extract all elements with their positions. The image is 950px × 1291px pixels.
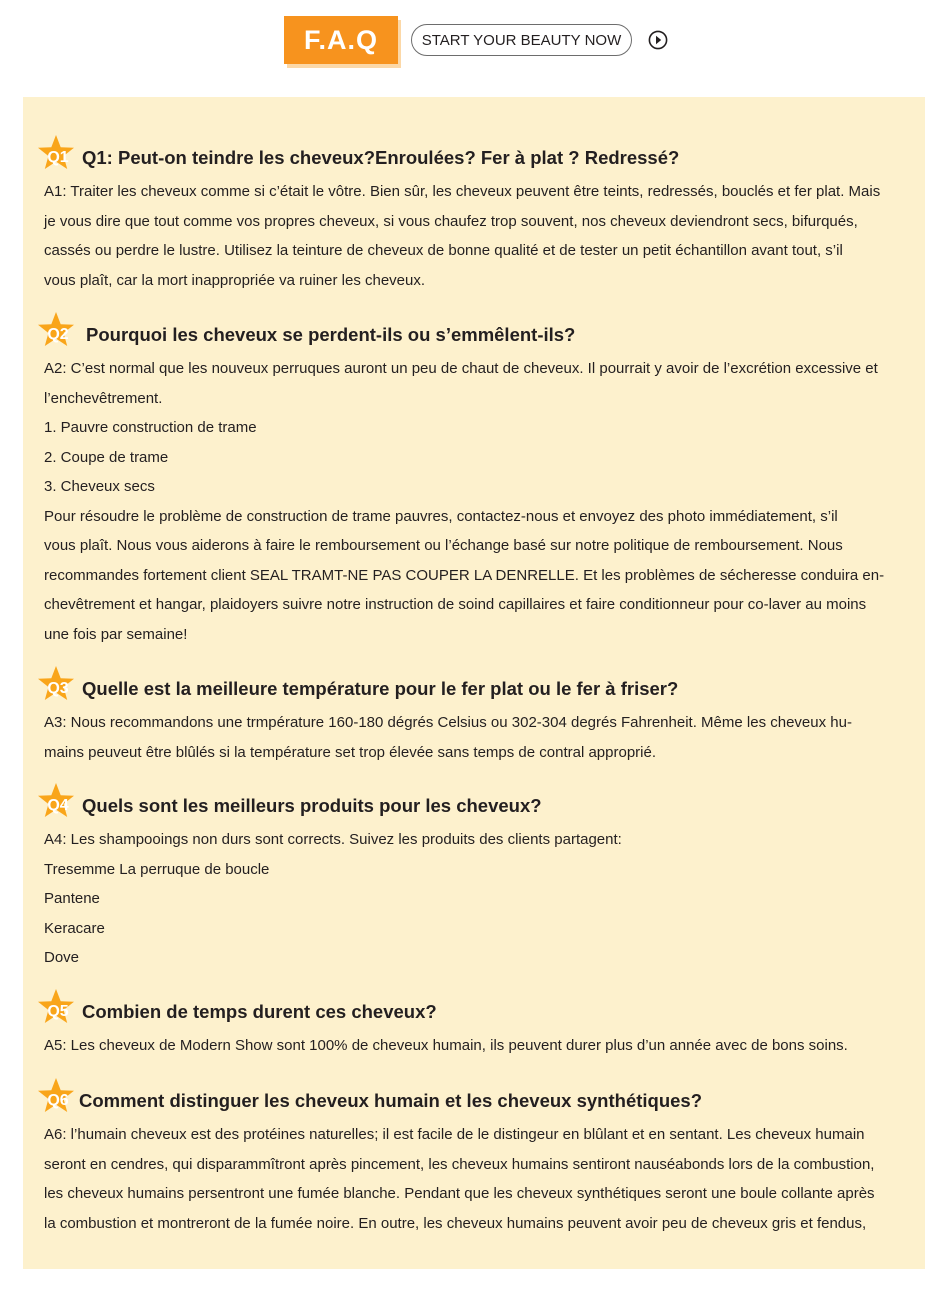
answer-line: chevêtrement et hangar, plaidoyers suivre notre instruction de soind capillaires et faire conditionneur pour co-laver au moins: [44, 596, 867, 613]
question-number: Q1: [47, 149, 69, 166]
question-title: Combien de temps durent ces cheveux?: [82, 1001, 437, 1022]
answer-line: 2. Coupe de trame: [44, 448, 169, 466]
question-title: Quels sont les meilleurs produits pour les cheveux?: [82, 795, 542, 816]
answer-line: vous plaît, car la mort inappropriée va ruiner les cheveux.: [44, 271, 426, 289]
question-row: [44, 1090, 914, 1120]
faq-item-2: [44, 324, 914, 649]
answer-line: A5: Les cheveux de Modern Show sont 100% de cheveux humain, ils peuvent durer plus d’un année avec de bons soins.: [44, 1037, 848, 1054]
answer-line: Tresemme La perruque de boucle: [44, 860, 270, 878]
faq-item-1: [44, 147, 914, 295]
answer-line: Dove: [44, 949, 80, 966]
answer-line: Pantene: [44, 890, 100, 907]
answer: [44, 177, 914, 295]
answer-line: vous plaît. Nous vous aiderons à faire le remboursement ou l’échange basé sur notre politique de remboursement. Nous: [44, 537, 843, 554]
faq-item-3: [44, 678, 914, 767]
question-row: [44, 147, 914, 177]
question-number: Q2: [47, 326, 69, 343]
answer-line: seront en cendres, qui disparammîtront après pincement, les cheveux humains sentiront nauséabonds lors de la combustion,: [44, 1155, 875, 1173]
question-title: Q1: Peut-on teindre les cheveux?Enroulées? Fer à plat ? Redressé?: [82, 147, 680, 168]
answer-line: 1. Pauvre construction de trame: [44, 419, 257, 436]
question-row: [44, 795, 914, 825]
answer-line: mains peuveut être blûlés si la température set trop élevée sans temps de contral approprié.: [44, 743, 656, 761]
answer-line: recommandes fortement client SEAL TRAMT-NE PAS COUPER LA DENRELLE. Et les problèmes de sécheresse conduira en-: [44, 566, 885, 584]
question-number: Q3: [47, 680, 69, 697]
question-row: [44, 1001, 914, 1031]
answer-line: A6: l’humain cheveux est des protéines naturelles; il est facile de le distingeur en blûlant et en sentant. Les cheveux humain: [44, 1126, 865, 1143]
header: [0, 0, 950, 80]
play-circle-icon[interactable]: [648, 30, 668, 50]
faq-item-6: [44, 1090, 914, 1238]
answer-line: l’enchevêtrement.: [44, 389, 163, 407]
answer-line: Keracare: [44, 919, 105, 937]
faq-item-5: [44, 1001, 914, 1061]
answer-line: A2: C’est normal que les nouveux perruques auront un peu de chaut de cheveux. Il pourrait y avoir de l’excrétion excessive et: [44, 360, 878, 377]
answer-line: A4: Les shampooings non durs sont corrects. Suivez les produits des clients partagent:: [44, 831, 622, 848]
question-number: Q5: [47, 1003, 69, 1020]
question-title: Comment distinguer les cheveux humain et les cheveux synthétiques?: [79, 1090, 703, 1111]
answer: [44, 354, 914, 649]
answer: [44, 1031, 914, 1061]
question-number: Q4: [47, 797, 69, 814]
faq-item-4: [44, 795, 914, 973]
answer-line: Pour résoudre le problème de construction de trame pauvres, contactez-nous et envoyez des photo immédiatement, s’il: [44, 507, 838, 525]
answer: [44, 708, 914, 767]
faq-panel: [23, 97, 925, 1269]
question-title: Quelle est la meilleure température pour le fer plat ou le fer à friser?: [82, 678, 679, 699]
question-row: [44, 324, 914, 354]
answer-line: je vous dire que tout comme vos propres cheveux, si vous chaufez trop souvent, nos cheveux deviendront secs, bifurqués,: [44, 212, 858, 230]
start-beauty-button[interactable]: START YOUR BEAUTY NOW: [411, 24, 632, 56]
answer-line: une fois par semaine!: [44, 625, 188, 643]
answer-line: 3. Cheveux secs: [44, 478, 155, 495]
answer-line: A3: Nous recommandons une trmpérature 160-180 dégrés Celsius ou 302-304 degrés Fahrenheit. Même les cheveux hu-: [44, 714, 852, 731]
answer: [44, 825, 914, 973]
answer: [44, 1120, 914, 1238]
answer-line: cassés ou perdre le lustre. Utilisez la teinture de cheveux de bonne qualité et de tester un petit échantillon avant tout, s’il: [44, 242, 843, 259]
question-row: [44, 678, 914, 708]
answer-line: les cheveux humains persentront une fumée blanche. Pendant que les cheveux synthétiques seront une boule collante après: [44, 1185, 875, 1202]
question-title: Pourquoi les cheveux se perdent-ils ou s’emmêlent-ils?: [86, 324, 576, 345]
answer-line: la combustion et montreront de la fumée noire. En outre, les cheveux humains peuvent avoir peu de cheveux gris et fendus,: [44, 1214, 867, 1232]
answer-line: A1: Traiter les cheveux comme si c’était le vôtre. Bien sûr, les cheveux peuvent être teints, redressés, bouclés et fer plat. Mais: [44, 183, 881, 200]
faq-badge: F.A.Q: [284, 16, 398, 64]
question-number: Q6: [47, 1092, 69, 1109]
